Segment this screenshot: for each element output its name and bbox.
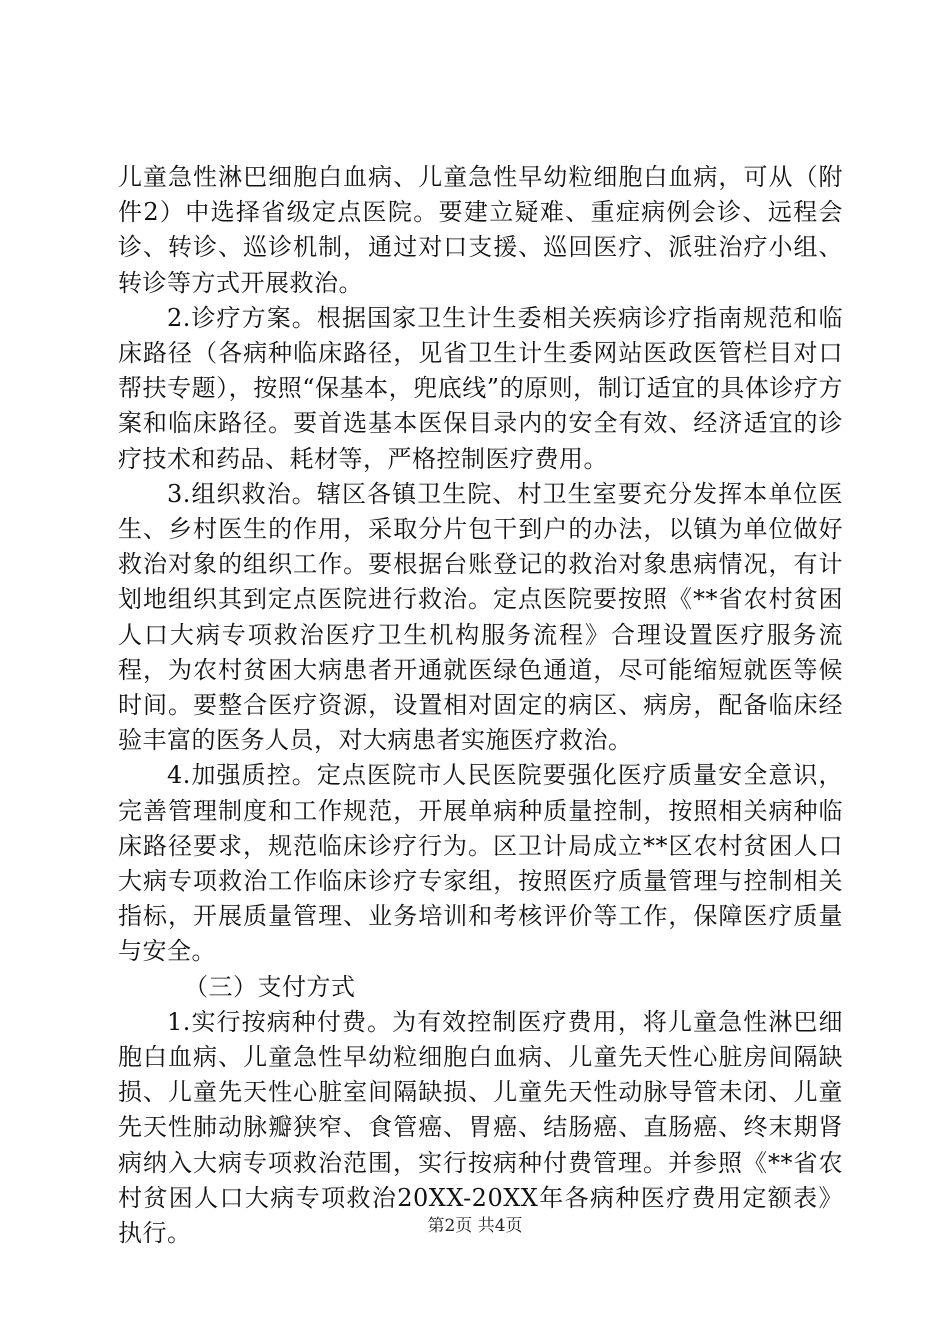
paragraph-quality-control: 4.加强质控。定点医院市人民医院要强化医疗质量安全意识，完善管理制度和工作规范，开展单病种质量控制，按照相关病种临床路径要求，规范临床诊疗行为。区卫计局成立**区农村贫困人口大病专项救治工作临床诊疗专家组，按照医疗质量管理与控制相关指标，开展质量管理、业务培训和考核评价等工作，保障医疗质量与安全。 [118, 761, 843, 966]
page-number-label: 第2页 共4页 [427, 1216, 523, 1236]
paragraph-organize-treatment: 3.组织救治。辖区各镇卫生院、村卫生室要充分发挥本单位医生、乡村医生的作用，采取分片包干到户的办法，以镇为单位做好救治对象的组织工作。要根据台账登记的救治对象患病情况，有计划地组织其到定点医院进行救治。定点医院要按照《**省农村贫困人口大病专项救治医疗卫生机构服务流程》合理设置医疗服务流程，为农村贫困大病患者开通就医绿色通道，尽可能缩短就医等候时间。要整合医疗资源，设置相对固定的病区、病房，配备临床经验丰富的医务人员，对大病患者实施医疗救治。 [118, 479, 843, 755]
section-heading-payment: （三）支付方式 [184, 972, 356, 1001]
paragraph-continuation: 儿童急性淋巴细胞白血病、儿童急性早幼粒细胞白血病，可从（附件2）中选择省级定点医院。要建立疑难、重症病例会诊、远程会诊、转诊、巡诊机制，通过对口支援、巡回医疗、派驻治疗小组、转诊等方式开展救治。 [118, 163, 843, 297]
paragraph-payment-by-disease: 1.实行按病种付费。为有效控制医疗费用，将儿童急性淋巴细胞白血病、儿童急性早幼粒细胞白血病、儿童先天性心脏房间隔缺损、儿童先天性心脏室间隔缺损、儿童先天性动脉导管未闭、儿童先天性肺动脉瓣狭窄、食管癌、胃癌、结肠癌、直肠癌、终末期肾病纳入大病专项救治范围，实行按病种付费管理。并参照《**省农村贫困人口大病专项救治20XX-20XX年各病种医疗费用定额表》执行。 [118, 1007, 843, 1248]
document-body [118, 160, 843, 1251]
page-footer [0, 1214, 950, 1238]
paragraph-treatment-plan: 2.诊疗方案。根据国家卫生计生委相关疾病诊疗指南规范和临床路径（各病种临床路径，见省卫生计生委网站医政医管栏目对口帮扶专题），按照“保基本，兜底线”的原则，制订适宜的具体诊疗方案和临床路径。要首选基本医保目录内的安全有效、经济适宜的诊疗技术和药品、耗材等，严格控制医疗费用。 [118, 303, 843, 473]
